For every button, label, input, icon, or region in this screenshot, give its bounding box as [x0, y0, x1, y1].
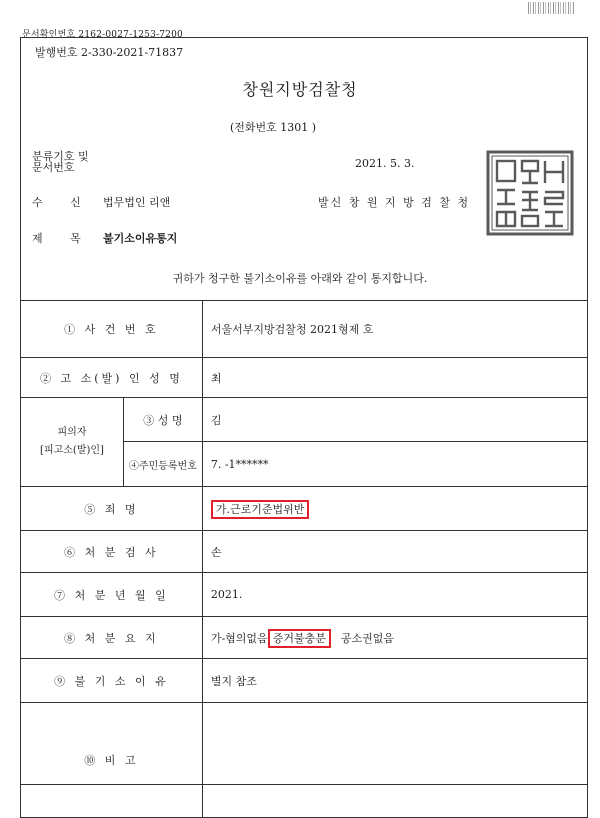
charge-cell	[202, 487, 587, 531]
table-row	[21, 358, 588, 398]
table-row	[21, 659, 588, 703]
suspect-name-value: 김	[203, 398, 587, 442]
document-date: 2021. 5. 3.	[355, 157, 415, 170]
prosecutor-value: 손	[202, 531, 587, 573]
remarks-label: ⑩ 비 고	[21, 703, 203, 818]
suspect-name-label: ③ 성 명	[124, 398, 202, 442]
recipient-label: 수 신	[32, 196, 93, 209]
official-seal-icon	[486, 150, 574, 236]
suspect-group-label	[21, 398, 124, 486]
charge-label: ⑤ 죄 명	[21, 487, 203, 531]
disposal-gist-suffix: 공소권없음	[340, 631, 394, 645]
complainant-label: ② 고 소(발) 인 성 명	[21, 358, 203, 398]
disposal-date-value: 2021.	[202, 573, 587, 617]
table-row	[21, 531, 588, 573]
disposal-gist-label: ⑧ 처 분 요 지	[21, 617, 203, 659]
table-row	[21, 301, 588, 358]
issue-number: 발행번호 2-330-2021-71837	[35, 46, 184, 59]
table-row	[21, 487, 588, 531]
barcode	[528, 2, 574, 14]
disposal-gist-prefix: 가-혐의없음	[210, 631, 268, 645]
table-row	[21, 703, 588, 818]
prosecutor-label: ⑥ 처 분 검 사	[21, 531, 203, 573]
classification-label-line1: 분류기호 및	[32, 150, 89, 163]
notice-text: 귀하가 청구한 불기소이유를 아래와 같이 통지합니다.	[172, 272, 428, 285]
office-title: 창원지방검찰청	[242, 80, 358, 99]
table-row	[21, 398, 588, 487]
suspect-group	[21, 398, 203, 487]
reason-label: ⑨ 불 기 소 이 유	[21, 659, 203, 703]
disposal-date-label: ⑦ 처 분 년 월 일	[21, 573, 203, 617]
suspect-rrn-label: ④주민등록번호	[128, 460, 197, 472]
document-confirmation-number: 문서확인번호 2162-0027-1253-7200	[22, 30, 183, 40]
recipient-value: 법무법인 리앤	[103, 196, 171, 209]
remarks-value	[202, 703, 587, 818]
case-number-value: 서울서부지방검찰청 2021형제 호	[202, 301, 587, 358]
reason-value: 별지 참조	[202, 659, 587, 703]
table-row	[21, 573, 588, 617]
suspect-label: 피의자	[57, 427, 87, 438]
table-row	[21, 617, 588, 659]
suspect-rrn-value: 7. -1******	[210, 457, 269, 471]
suspect-values	[202, 398, 587, 487]
disposal-table	[20, 300, 588, 818]
disposal-gist-highlight: 증거불충분	[268, 629, 331, 648]
charge-value: 가.근로기준법위반	[211, 500, 310, 519]
disposal-gist-cell	[202, 617, 587, 659]
sender: 발신 창 원 지 방 검 찰 청	[318, 196, 471, 209]
suspect-sublabel: [피고소(발)인]	[40, 445, 104, 456]
complainant-value: 최	[202, 358, 587, 398]
classification-number-label	[32, 151, 132, 173]
phone-number: (전화번호 1301 )	[230, 121, 317, 134]
classification-label-line2: 문서번호	[32, 161, 75, 174]
subject-label: 제 목	[32, 232, 93, 245]
case-number-label: ① 사 건 번 호	[21, 301, 203, 358]
suspect-sub-labels	[124, 398, 202, 486]
subject-value: 불기소이유통지	[103, 232, 178, 245]
